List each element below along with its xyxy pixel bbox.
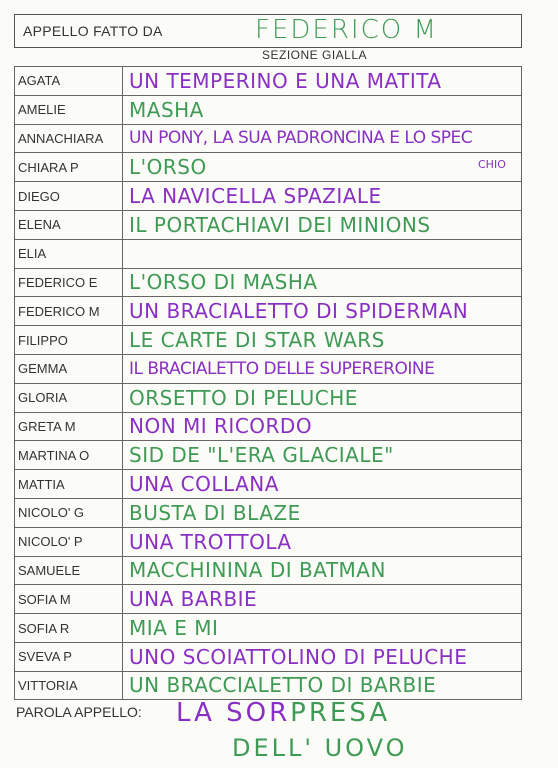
answer-cell bbox=[123, 528, 522, 556]
answer-cell bbox=[123, 413, 522, 441]
student-answer: IL PORTACHIAVI DEI MINIONS bbox=[129, 212, 431, 237]
student-name: DIEGO bbox=[14, 182, 123, 210]
student-answer: MIA E MI bbox=[129, 616, 219, 641]
footer-answer-part1: LA SOR bbox=[176, 698, 291, 728]
student-answer: UN PONY, LA SUA PADRONCINA E LO SPEC bbox=[129, 128, 473, 149]
header-label: APPELLO FATTO DA bbox=[23, 23, 163, 39]
answer-cell bbox=[123, 297, 522, 325]
table-row bbox=[14, 527, 522, 556]
student-name: SVEVA P bbox=[14, 643, 123, 671]
student-name: GLORIA bbox=[14, 384, 123, 412]
footer-label: PAROLA APPELLO: bbox=[16, 704, 142, 720]
student-name: ELENA bbox=[14, 211, 123, 239]
student-answer: L'ORSO bbox=[129, 155, 207, 180]
table-row bbox=[14, 642, 522, 671]
table-row bbox=[14, 296, 522, 325]
table-row bbox=[14, 268, 522, 297]
student-answer: MACCHININA DI BATMAN bbox=[129, 558, 386, 583]
student-name: GEMMA bbox=[14, 355, 123, 383]
answer-cell bbox=[123, 326, 522, 354]
answer-cell bbox=[123, 67, 522, 95]
footer-answer-line2: DELL' UOVO bbox=[232, 734, 408, 762]
answer-cell bbox=[123, 125, 522, 153]
answer-cell bbox=[123, 470, 522, 498]
student-name: SOFIA M bbox=[14, 585, 123, 613]
student-name: AMELIE bbox=[14, 96, 123, 124]
table-row bbox=[14, 210, 522, 239]
student-name: FILIPPO bbox=[14, 326, 123, 354]
student-name: ELIA bbox=[14, 240, 123, 268]
answer-cell bbox=[123, 557, 522, 585]
student-answer: LA NAVICELLA SPAZIALE bbox=[129, 184, 382, 209]
answer-cell bbox=[123, 240, 522, 268]
answer-cell bbox=[123, 269, 522, 297]
student-name: SAMUELE bbox=[14, 557, 123, 585]
table-row bbox=[14, 613, 522, 642]
student-answer: UNA BARBIE bbox=[129, 587, 258, 612]
header-box bbox=[14, 14, 522, 48]
answer-cell bbox=[123, 182, 522, 210]
table-row bbox=[14, 152, 522, 181]
student-answer: UNA TROTTOLA bbox=[129, 529, 292, 554]
student-answer: MASHA bbox=[129, 97, 204, 122]
answer-cell bbox=[123, 96, 522, 124]
student-answer: IL BRACIALETTO DELLE SUPEREROINE bbox=[129, 358, 435, 379]
student-answer: L'ORSO DI MASHA bbox=[129, 270, 318, 295]
student-answer: SID DE "L'ERA GLACIALE" bbox=[129, 443, 394, 468]
student-name: FEDERICO E bbox=[14, 269, 123, 297]
student-answer: UN BRACCIALETTO DI BARBIE bbox=[129, 673, 437, 698]
student-name: VITTORIA bbox=[14, 672, 123, 699]
table-row bbox=[14, 354, 522, 383]
roster-table bbox=[14, 66, 522, 700]
student-answer: LE CARTE DI STAR WARS bbox=[129, 328, 385, 353]
table-row bbox=[14, 383, 522, 412]
table-row bbox=[14, 584, 522, 613]
student-name: ANNACHIARA bbox=[14, 125, 123, 153]
table-row bbox=[14, 498, 522, 527]
table-row bbox=[14, 671, 522, 700]
table-row bbox=[14, 440, 522, 469]
table-row bbox=[14, 556, 522, 585]
answer-cell bbox=[123, 614, 522, 642]
student-name: NICOLO' P bbox=[14, 528, 123, 556]
answer-cell bbox=[123, 211, 522, 239]
student-name: CHIARA P bbox=[14, 153, 123, 181]
student-answer: UN TEMPERINO E UNA MATITA bbox=[129, 68, 442, 93]
student-answer: UNO SCOIATTOLINO DI PELUCHE bbox=[129, 644, 468, 669]
student-name: MATTIA bbox=[14, 470, 123, 498]
note-text: CHIO bbox=[478, 158, 506, 171]
student-answer: BUSTA DI BLAZE bbox=[129, 500, 301, 525]
table-row bbox=[14, 66, 522, 95]
answer-cell bbox=[123, 585, 522, 613]
student-name: FEDERICO M bbox=[14, 297, 123, 325]
answer-cell bbox=[123, 441, 522, 469]
header-name: FEDERICO M bbox=[255, 15, 438, 45]
table-row bbox=[14, 412, 522, 441]
footer-answer bbox=[176, 698, 390, 728]
student-name: GRETA M bbox=[14, 413, 123, 441]
student-name: AGATA bbox=[14, 67, 123, 95]
table-row bbox=[14, 181, 522, 210]
student-answer: UNA COLLANA bbox=[129, 472, 279, 497]
answer-cell bbox=[123, 153, 522, 181]
answer-cell bbox=[123, 672, 522, 699]
student-answer: NON MI RICORDO bbox=[129, 414, 313, 439]
table-row bbox=[14, 95, 522, 124]
student-name: NICOLO' G bbox=[14, 499, 123, 527]
student-answer: UN BRACIALETTO DI SPIDERMAN bbox=[129, 299, 469, 324]
table-row bbox=[14, 124, 522, 153]
student-name: MARTINA O bbox=[14, 441, 123, 469]
footer-answer-part2: PRESA bbox=[290, 698, 391, 728]
table-row bbox=[14, 469, 522, 498]
section-title: SEZIONE GIALLA bbox=[262, 48, 368, 62]
student-name: SOFIA R bbox=[14, 614, 123, 642]
answer-cell bbox=[123, 384, 522, 412]
answer-cell bbox=[123, 643, 522, 671]
table-row bbox=[14, 325, 522, 354]
answer-cell bbox=[123, 355, 522, 383]
answer-cell bbox=[123, 499, 522, 527]
table-row bbox=[14, 239, 522, 268]
student-answer: ORSETTO DI PELUCHE bbox=[129, 385, 358, 410]
